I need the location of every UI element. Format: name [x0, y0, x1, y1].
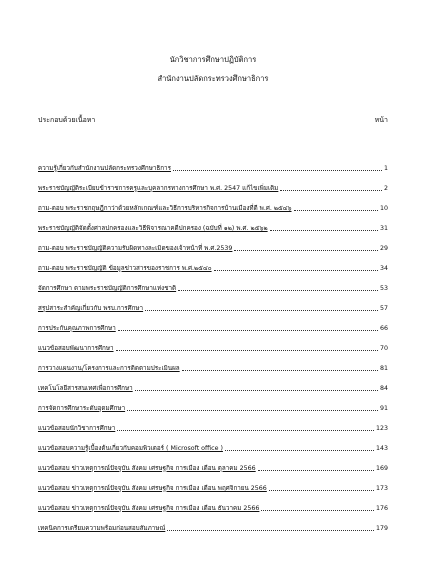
toc-entry-page-number: 53 [379, 285, 388, 292]
dot-leader [280, 190, 382, 191]
toc-entry-title[interactable]: แนวข้อสอบความรู้เบื้องต้นเกี่ยวกับคอมพิวเตอร์ ( Microsoft office ) [38, 445, 223, 452]
toc-entry[interactable] [38, 453, 388, 473]
dot-leader [118, 330, 378, 331]
dot-leader [182, 370, 378, 371]
toc-entry[interactable] [38, 433, 388, 453]
toc-header-page: หน้า [374, 116, 388, 124]
toc-entry-page-number: 70 [379, 345, 388, 352]
toc-entry[interactable] [38, 153, 388, 173]
toc-entry-title[interactable]: พระราชบัญญัติระเบียบข้าราชการครูและบุคลากรทางการศึกษา พ.ศ. 2547 แก้ไขเพิ่มเติม [38, 185, 279, 192]
table-of-contents [38, 153, 388, 533]
toc-entry[interactable] [38, 273, 388, 293]
toc-entry-title[interactable]: สรุปสาระสำคัญเกี่ยวกับ พรบ.การศึกษา [38, 305, 144, 312]
toc-entry-page-number: 31 [379, 225, 388, 232]
toc-entry-title[interactable]: พระราชบัญญัติจัดตั้งศาลปกครองและวิธีพิจารณาคดีปกครอง (ฉบับที่ ๑๒) พ.ศ. ๒๕๖๒ [38, 225, 268, 232]
toc-entry[interactable] [38, 413, 388, 433]
dot-leader [135, 390, 378, 391]
toc-entry[interactable] [38, 473, 388, 493]
toc-entry-title[interactable]: ถาม-ตอบ พระราชกฤษฎีกาว่าด้วยหลักเกณฑ์และวิธีการบริหารกิจการบ้านเมืองที่ดี พ.ศ. ๒๕๔๖ [38, 205, 292, 212]
dot-leader [270, 230, 378, 231]
dot-leader [127, 410, 378, 411]
toc-entry-title[interactable]: ความรู้เกี่ยวกับสำนักงานปลัดกระทรวงศึกษาธิการ [38, 165, 171, 172]
toc-entry-page-number: 173 [375, 485, 388, 492]
toc-entry-page-number: 123 [375, 425, 388, 432]
toc-entry-title[interactable]: ถาม-ตอบ พระราชบัญญัติ ข้อมูลข่าวสารของราชการ พ.ศ.๒๕๔๐ [38, 265, 212, 272]
dot-leader [261, 510, 374, 511]
toc-entry-page-number: 91 [379, 405, 388, 412]
toc-entry[interactable] [38, 253, 388, 273]
toc-entry[interactable] [38, 493, 388, 513]
toc-entry[interactable] [38, 193, 388, 213]
toc-entry-page-number: 169 [375, 465, 388, 472]
toc-entry[interactable] [38, 313, 388, 333]
toc-entry[interactable] [38, 233, 388, 253]
dot-leader [225, 450, 374, 451]
toc-entry-page-number: 34 [379, 265, 388, 272]
toc-entry-title[interactable]: แนวข้อสอบพัฒนาการศึกษา [38, 345, 114, 352]
toc-entry-page-number: 81 [379, 365, 388, 372]
dot-leader [145, 310, 378, 311]
toc-entry-page-number: 2 [383, 185, 388, 192]
toc-entry-title[interactable]: การประกันคุณภาพการศึกษา [38, 325, 116, 332]
toc-entry-title[interactable]: เทคโนโลยีสารสนเทศเพื่อการศึกษา [38, 385, 133, 392]
dot-leader [234, 250, 378, 251]
toc-entry-title[interactable]: แนวข้อสอบ ข่าวเหตุการณ์ปัจจุบัน สังคม เศรษฐกิจ การเมือง เดือน พฤศจิกายน 2566 [38, 485, 267, 492]
toc-entry-title[interactable]: การวางแผนงาน/โครงการและการติดตามประเมินผล [38, 365, 180, 372]
dot-leader [167, 530, 374, 531]
toc-entry-page-number: 84 [379, 385, 388, 392]
toc-header [38, 115, 388, 126]
toc-entry[interactable] [38, 373, 388, 393]
toc-entry[interactable] [38, 213, 388, 233]
toc-entry[interactable] [38, 513, 388, 533]
dot-leader [214, 270, 378, 271]
toc-entry-title[interactable]: การจัดการศึกษาระดับอุดมศึกษา [38, 405, 126, 412]
dot-leader [258, 470, 374, 471]
toc-entry-page-number: 57 [379, 305, 388, 312]
toc-entry-title[interactable]: แนวข้อสอบ ข่าวเหตุการณ์ปัจจุบัน สังคม เศรษฐกิจ การเมือง เดือน ตุลาคม 2566 [38, 465, 256, 472]
document-subtitle: สำนักงานปลัดกระทรวงศึกษาธิการ [157, 74, 269, 83]
dot-leader [269, 490, 374, 491]
document-title: นักวิชาการศึกษาปฏิบัติการ [169, 55, 257, 64]
toc-entry[interactable] [38, 353, 388, 373]
toc-entry[interactable] [38, 333, 388, 353]
dot-leader [117, 430, 374, 431]
toc-entry-title[interactable]: ถาม-ตอบ พระราชบัญญัติความรับผิดทางละเมิดของเจ้าหน้าที่ พ.ศ.2539 [38, 245, 233, 252]
dot-leader [173, 170, 382, 171]
toc-entry-page-number: 1 [383, 165, 388, 172]
toc-entry-page-number: 176 [375, 505, 388, 512]
toc-entry[interactable] [38, 173, 388, 193]
toc-entry-page-number: 179 [375, 525, 388, 532]
toc-header-contents: ประกอบด้วยเนื้อหา [38, 116, 96, 124]
dot-leader [178, 290, 378, 291]
dot-leader [116, 350, 378, 351]
toc-entry[interactable] [38, 393, 388, 413]
toc-entry-title[interactable]: เทคนิคการเตรียมความพร้อมก่อนสอบสัมภาษณ์ [38, 525, 166, 532]
toc-entry[interactable] [38, 293, 388, 313]
toc-entry-page-number: 10 [379, 205, 388, 212]
toc-entry-title[interactable]: แนวข้อสอบ ข่าวเหตุการณ์ปัจจุบัน สังคม เศรษฐกิจ การเมือง เดือน ธันวาคม 2566 [38, 505, 260, 512]
toc-entry-page-number: 29 [379, 245, 388, 252]
toc-entry-title[interactable]: จัดการศึกษา ตามพระราชบัญญัติการศึกษาแห่งชาติ [38, 285, 177, 292]
toc-entry-page-number: 66 [379, 325, 388, 332]
toc-entry-page-number: 143 [375, 445, 388, 452]
toc-entry-title[interactable]: แนวข้อสอบนักวิชาการศึกษา [38, 425, 116, 432]
dot-leader [294, 210, 378, 211]
